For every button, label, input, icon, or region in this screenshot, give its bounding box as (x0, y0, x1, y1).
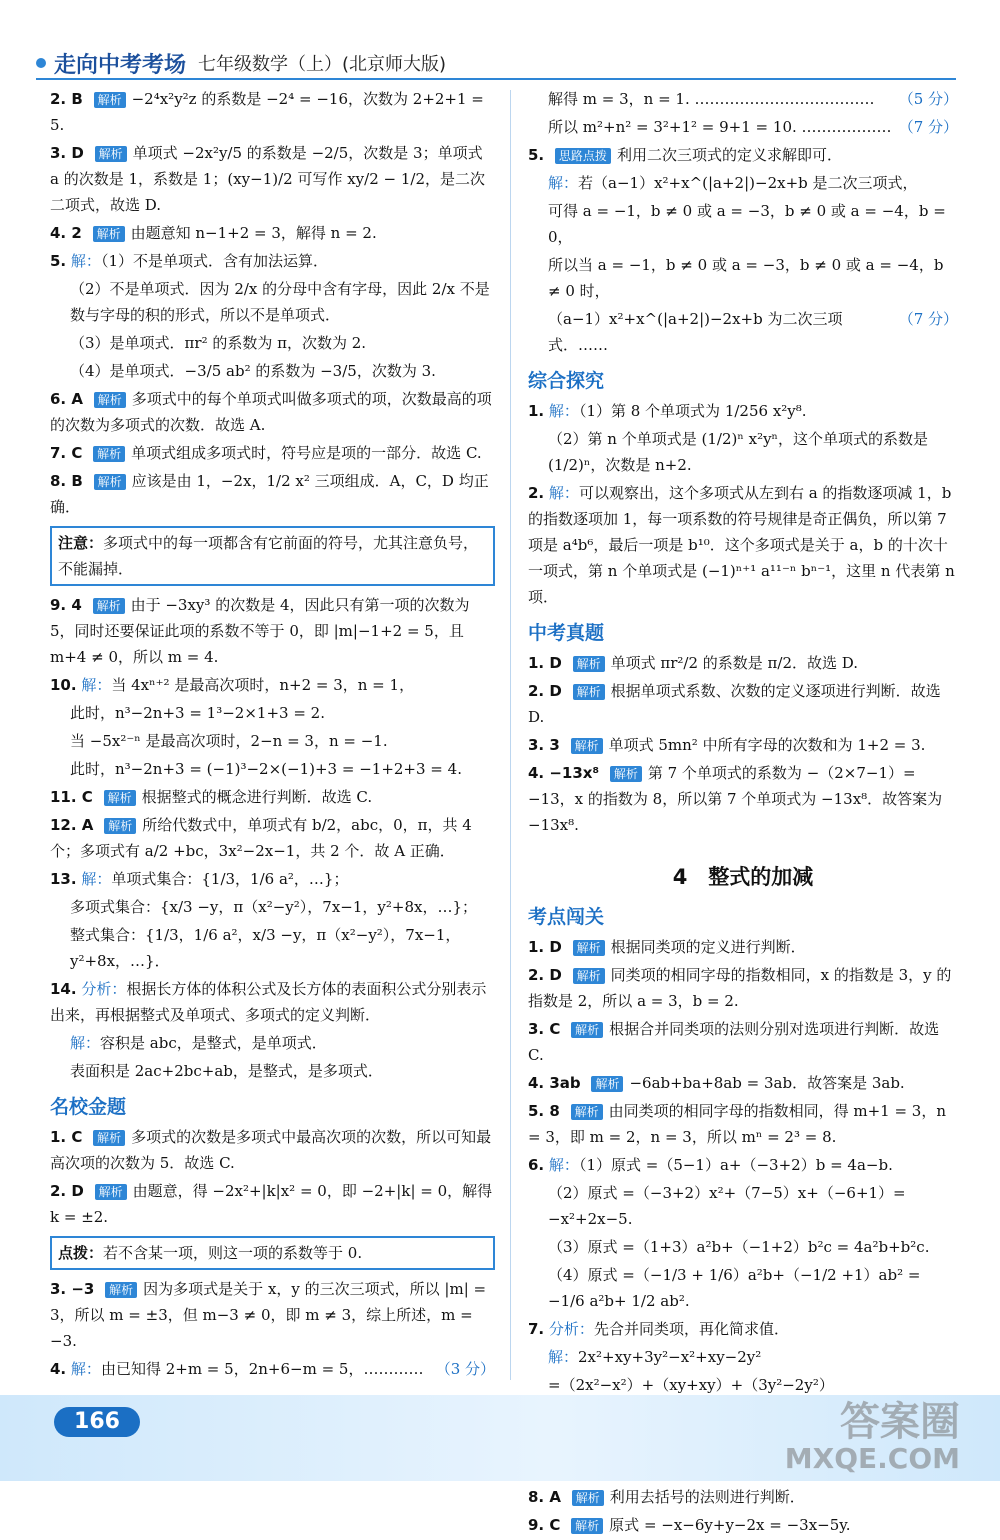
score-mark: （7 分） (898, 118, 958, 136)
answer-text: =（2x²−x²）+（xy+xy）+（3y²−2y²） (548, 1376, 834, 1394)
question-number: 4. −13x⁸ (528, 764, 600, 782)
answers-block-5 (528, 86, 958, 358)
answer-line (528, 398, 958, 424)
answer-text: 利用去括号的法则进行判断． (609, 1488, 805, 1506)
answer-line (50, 86, 495, 138)
answer-line (50, 220, 495, 246)
answer-line (50, 672, 495, 698)
answer-text: 可得 a = −1，b ≠ 0 或 a = −3，b ≠ 0 或 a = −4，b = 0， (548, 202, 946, 246)
question-number: 5. (528, 146, 545, 164)
analysis-tag: 解析 (93, 226, 125, 242)
score-mark: （7 分） (898, 310, 958, 328)
question-number: 10. (50, 676, 77, 694)
watermark-logo (785, 1400, 960, 1474)
question-number: 2. B (50, 90, 83, 108)
question-number: 4. 2 (50, 224, 82, 242)
analysis-tag: 解析 (104, 790, 136, 806)
answer-text: 由题意，得 −2x²+|k|x² = 0，即 −2+|k| = 0，解得 k = ±2. (50, 1182, 493, 1226)
question-number: 1. D (528, 654, 562, 672)
answer-text: （4）是单项式．−3/5 ab² 的系数为 −3/5，次数为 3. (70, 362, 436, 380)
analysis-tag: 解析 (591, 1076, 623, 1092)
answer-line (50, 784, 495, 810)
answer-line (50, 756, 495, 782)
answer-line (50, 358, 495, 384)
answer-line (528, 650, 958, 676)
question-number: 3. −3 (50, 1280, 95, 1298)
answer-line (50, 1124, 495, 1176)
question-number: 13. (50, 870, 77, 888)
answer-line (50, 140, 495, 218)
book-title: 七年级数学（上）(北京师大版) (198, 54, 447, 75)
answer-text: 容积是 abc，是整式，是单项式． (100, 1034, 327, 1052)
answer-text: （4）原式 =（−1/3 + 1/6）a²b+（−1/2 +1）ab² = −1/6 a²b+ 1/2 ab². (548, 1266, 921, 1310)
tip-box (50, 1236, 495, 1270)
question-number: 1. (528, 402, 545, 420)
question-number: 3. C (528, 1020, 561, 1038)
answer-line (528, 962, 958, 1014)
answer-line (50, 1030, 495, 1056)
answer-line (528, 1016, 958, 1068)
answer-text: 解得 m = 3，n = 1. ……………………………… (548, 90, 875, 108)
analysis-tag: 解析 (573, 940, 605, 956)
section-title-zonghe: 综合探究 (528, 370, 605, 392)
column-divider (510, 90, 511, 1380)
answer-text: 此时，n³−2n+3 = 1³−2×1+3 = 2. (70, 704, 325, 722)
answer-text: 由题意知 n−1+2 = 3，解得 n = 2. (130, 224, 377, 242)
tip-label: 点拨： (58, 1244, 104, 1262)
answer-line (528, 1234, 958, 1260)
answer-text: （3）是单项式．πr² 的系数为 π，次数为 2. (70, 334, 367, 352)
answer-line (528, 1484, 958, 1510)
answer-line (50, 1178, 495, 1230)
page-header (36, 48, 956, 80)
analysis-tag: 解析 (95, 146, 127, 162)
solution-label: 解： (70, 252, 101, 270)
answer-text: 因为多项式是关于 x，y 的三次三项式，所以 |m| = 3，所以 m = ±3，但 m−3 ≠ 0，即 m ≠ 3，综上所述，m = −3. (50, 1280, 487, 1350)
question-number: 2. D (50, 1182, 84, 1200)
answers-block-7 (528, 650, 958, 838)
answer-line (528, 170, 958, 196)
solution-label: 解： (70, 1360, 101, 1378)
analysis-tag: 解析 (94, 474, 126, 490)
answer-line (50, 866, 495, 892)
analysis-tag: 解析 (571, 1518, 603, 1534)
section-title-mingxiao: 名校金题 (50, 1096, 127, 1118)
question-number: 5. (50, 252, 67, 270)
analysis-tag: 思路点拨 (555, 148, 611, 164)
bullet-dot-icon (36, 58, 46, 68)
answer-text: （1）原式 =（5−1）a+（−3+2）b = 4a−b. (578, 1156, 893, 1174)
chapter-title: 4 整式的加减 (672, 865, 814, 889)
question-number: 7. (528, 1320, 545, 1338)
answer-line (528, 86, 958, 112)
answer-text: 根据合并同类项的法则分别对选项进行判断．故选 C. (528, 1020, 940, 1064)
analysis-tag: 解析 (93, 1130, 125, 1146)
answer-line (50, 248, 495, 274)
answer-line (50, 276, 495, 328)
answer-text: （1）不是单项式．含有加法运算． (100, 252, 328, 270)
solution-label: 解： (81, 676, 112, 694)
note-label: 注意： (58, 534, 104, 552)
answer-line (528, 1262, 958, 1314)
answer-text: −2⁴x²y²z 的系数是 −2⁴ = −16，次数为 2+2+1 = 5. (50, 90, 484, 134)
answer-text: 利用二次三项式的定义求解即可． (616, 146, 842, 164)
answer-line (528, 678, 958, 730)
solution-label: 解： (70, 1034, 101, 1052)
answer-text: 整式集合：{1/3，1/6 a²，x/3 −y，π（x²−y²），7x−1，y²+8x，…}． (70, 926, 461, 970)
analysis-tag: 解析 (573, 968, 605, 984)
answer-line (528, 1344, 958, 1370)
note-box (50, 526, 495, 586)
analysis-tag: 解析 (95, 1184, 127, 1200)
answer-text: （1）第 8 个单项式为 1/256 x²y⁸. (578, 402, 807, 420)
answer-line (50, 700, 495, 726)
answer-text: 根据同类项的定义进行判断． (610, 938, 806, 956)
answer-line (528, 142, 958, 168)
answer-text: 当 4xⁿ⁺² 是最高次项时，n+2 = 3，n = 1， (111, 676, 415, 694)
left-column (50, 86, 495, 1384)
answer-text: 所以 m²+n² = 3²+1² = 9+1 = 10. ……………… (548, 118, 892, 136)
analysis-tag: 解析 (573, 684, 605, 700)
answer-text: （a−1）x²+x^(|a+2|)−2x+b 为二次三项式．…… (548, 310, 843, 354)
answer-line (50, 386, 495, 438)
answer-line (528, 252, 958, 304)
answers-block-6 (528, 398, 958, 610)
series-title: 走向中考考场 (54, 52, 187, 78)
analysis-tag: 解析 (94, 92, 126, 108)
answer-text: 根据整式的概念进行判断．故选 C. (141, 788, 373, 806)
question-number: 2. D (528, 682, 562, 700)
question-number: 3. 3 (528, 736, 560, 754)
score-mark: （5 分） (898, 90, 958, 108)
question-number: 6. (528, 1156, 545, 1174)
answer-line (50, 976, 495, 1028)
answer-text: 根据单项式系数、次数的定义逐项进行判断．故选 D. (528, 682, 941, 726)
answer-text: 单项式 πr²/2 的系数是 π/2．故选 D. (610, 654, 859, 672)
answer-text: （3）原式 =（1+3）a²b+（−1+2）b²c = 4a²b+b²c. (548, 1238, 930, 1256)
answer-line (50, 894, 495, 920)
answer-text: 表面积是 2ac+2bc+ab，是整式，是多项式． (70, 1062, 383, 1080)
answer-text: （2）第 n 个单项式是 (1/2)ⁿ x²yⁿ，这个单项式的系数是 (1/2)ⁿ，次数是 n+2. (548, 430, 929, 474)
question-number: 4. 3ab (528, 1074, 581, 1092)
question-number: 11. C (50, 788, 93, 806)
answer-line (528, 1316, 958, 1342)
solution-label: 解： (548, 174, 579, 192)
question-number: 7. C (50, 444, 83, 462)
solution-label: 解： (548, 402, 579, 420)
solution-label: 解： (548, 484, 579, 502)
answer-text: 根据长方体的体积公式及长方体的表面积公式分别表示出来，再根据整式及单项式、多项式的定义判断． (50, 980, 487, 1024)
watermark-en: MXQE.COM (784, 1442, 960, 1475)
question-number: 2. D (528, 966, 562, 984)
answer-line (50, 1058, 495, 1084)
solution-label: 分析： (548, 1320, 594, 1338)
answer-text: 多项式的次数是多项式中最高次项的次数，所以可知最高次项的次数为 5．故选 C. (50, 1128, 492, 1172)
question-number: 1. D (528, 938, 562, 956)
analysis-tag: 解析 (610, 766, 642, 782)
analysis-tag: 解析 (571, 1104, 603, 1120)
analysis-tag: 解析 (93, 446, 125, 462)
answer-text: 可以观察出，这个多项式从左到右 a 的指数逐项减 1，b 的指数逐项加 1，每一项系数的符号规律是奇正偶负，所以第 7 项是 a⁴b⁶，最后一项是 b¹⁰．这个多项式是关于 a，b 的十次十一项式，第 n 个单项式是 (−1)ⁿ⁺¹ a¹¹⁻ⁿ bⁿ⁻¹，这里 n 代表第 n 项． (528, 484, 955, 606)
page-number: 166 (54, 1407, 140, 1437)
analysis-tag: 解析 (571, 738, 603, 754)
answer-text: 当 −5x²⁻ⁿ 是最高次项时，2−n = 3，n = −1. (70, 732, 388, 750)
section-title-kaodian: 考点闯关 (528, 906, 605, 928)
answer-text: 由已知得 2+m = 5，2n+6−m = 5，………… (100, 1360, 424, 1378)
analysis-tag: 解析 (105, 1282, 137, 1298)
analysis-tag: 解析 (572, 1490, 604, 1506)
answer-line (528, 1098, 958, 1150)
answer-text: 单项式组成多项式时，符号应是项的一部分．故选 C. (131, 444, 482, 462)
question-number: 9. 4 (50, 596, 82, 614)
answer-text: 原式 = −x−6y+y−2x = −3x−5y. (609, 1516, 851, 1534)
answer-text: 由于 −3xy³ 的次数是 4，因此只有第一项的次数为 5，同时还要保证此项的系数不等于 0，即 |m|−1+2 = 5，且 m+4 ≠ 0，所以 m = 4. (50, 596, 470, 666)
answer-line (528, 198, 958, 250)
analysis-tag: 解析 (571, 1022, 603, 1038)
answer-text: 单项式 −2x²y/5 的系数是 −2/5，次数是 3；单项式 a 的次数是 1，系数是 1；(xy−1)/2 可写作 xy/2 − 1/2，是二次二项式，故选 D. (50, 144, 485, 214)
question-number: 1. C (50, 1128, 83, 1146)
answer-line (528, 306, 958, 358)
answer-text: （2）原式 =（−3+2）x²+（7−5）x+（−6+1）= −x²+2x−5. (548, 1184, 906, 1228)
answer-line (528, 732, 958, 758)
answer-line (528, 760, 958, 838)
solution-label: 分析： (81, 980, 127, 998)
note-text: 多项式中的每一项都含有它前面的符号，尤其注意负号，不能漏掉． (58, 534, 479, 578)
answer-line (50, 1276, 495, 1354)
answers-block-3 (50, 1124, 495, 1230)
solution-label: 解： (81, 870, 112, 888)
answer-line (50, 440, 495, 466)
question-number: 8. A (528, 1488, 561, 1506)
answer-text: 此时，n³−2n+3 = (−1)³−2×(−1)+3 = −1+2+3 = 4. (70, 760, 462, 778)
answer-text: 应该是由 1，−2x，1/2 x² 三项组成．A，C，D 均正确． (50, 472, 489, 516)
answer-line (528, 426, 958, 478)
question-number: 3. D (50, 144, 84, 162)
answer-text: 第 7 个单项式的系数为 −（2×7−1）= −13，x 的指数为 8，所以第 7 个单项式为 −13x⁸．故答案为 −13x⁸. (528, 764, 943, 834)
question-number: 12. A (50, 816, 94, 834)
answer-line (50, 330, 495, 356)
answer-text: 单项式集合：{1/3，1/6 a²，…}； (111, 870, 349, 888)
answer-line (50, 728, 495, 754)
question-number: 5. 8 (528, 1102, 560, 1120)
answer-line (50, 1356, 495, 1382)
answer-line (528, 480, 958, 610)
answer-text: 先合并同类项，再化简求值． (593, 1320, 789, 1338)
answer-line (528, 934, 958, 960)
answers-block-1 (50, 86, 495, 520)
tip-text: 若不含某一项，则这一项的系数等于 0. (103, 1244, 363, 1262)
answer-text: 同类项的相同字母的指数相同，x 的指数是 3，y 的指数是 2，所以 a = 3，b = 2. (528, 966, 952, 1010)
analysis-tag: 解析 (573, 656, 605, 672)
answer-line (50, 812, 495, 864)
right-column (528, 86, 958, 1540)
answer-line (50, 922, 495, 974)
answer-line (528, 1180, 958, 1232)
answer-text: 2x²+xy+3y²−x²+xy−2y² (578, 1348, 762, 1366)
analysis-tag: 解析 (93, 598, 125, 614)
answer-text: 所给代数式中，单项式有 b/2，abc，0，π，共 4 个；多项式有 a/2 +bc，3x²−2x−1，共 2 个．故 A 正确． (50, 816, 472, 860)
question-number: 14. (50, 980, 77, 998)
question-number: 9. C (528, 1516, 561, 1534)
answers-block-2 (50, 592, 495, 1084)
answer-text: 多项式集合：{x/3 −y，π（x²−y²），7x−1，y²+8x，…}； (70, 898, 478, 916)
answer-text: （2）不是单项式．因为 2/x 的分母中含有字母，因此 2/x 不是数与字母的积的形式，所以不是单项式． (70, 280, 490, 324)
answer-line (528, 114, 958, 140)
answer-text: −6ab+ba+8ab = 3ab．故答案是 3ab. (629, 1074, 905, 1092)
answer-text: 由同类项的相同字母的指数相同，得 m+1 = 3，n = 3，即 m = 2，n = 3，所以 mⁿ = 2³ = 8. (528, 1102, 947, 1146)
analysis-tag: 解析 (94, 392, 126, 408)
answer-line (528, 1512, 958, 1538)
question-number: 8. B (50, 472, 83, 490)
watermark-cn: 答案圈 (840, 1399, 960, 1445)
question-number: 6. A (50, 390, 83, 408)
question-number: 4. (50, 1360, 67, 1378)
solution-label: 解： (548, 1156, 579, 1174)
section-title-zhongkao: 中考真题 (528, 622, 605, 644)
answer-line (50, 592, 495, 670)
answer-text: 所以当 a = −1，b ≠ 0 或 a = −3，b ≠ 0 或 a = −4，b ≠ 0 时， (548, 256, 944, 300)
answer-text: 若（a−1）x²+x^(|a+2|)−2x+b 是二次三项式， (578, 174, 918, 192)
answer-line (528, 1070, 958, 1096)
answer-text: 单项式 5mn² 中所有字母的次数和为 1+2 = 3. (608, 736, 926, 754)
analysis-tag: 解析 (104, 818, 136, 834)
answer-line (50, 468, 495, 520)
score-mark: （3 分） (435, 1360, 495, 1378)
solution-label: 解： (548, 1348, 579, 1366)
answers-block-4 (50, 1276, 495, 1382)
answer-text: 多项式中的每个单项式叫做多项式的项，次数最高的项的次数为多项式的次数．故选 A. (50, 390, 492, 434)
answer-line (528, 1152, 958, 1178)
question-number: 2. (528, 484, 545, 502)
